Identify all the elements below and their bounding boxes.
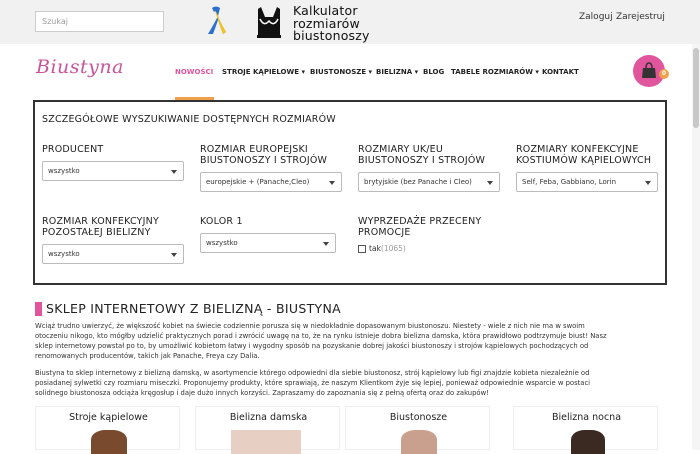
sale-checkbox-label[interactable]: tak(1065) xyxy=(369,244,406,253)
eu-size-label: ROZMIAR EUROPEJSKI BIUSTONOSZY I STROJÓW xyxy=(200,144,328,166)
nav-item-lingerie[interactable]: BIELIZNA ▾ xyxy=(376,68,419,76)
other-size-label: ROZMIAR KONFEKCYJNY POZOSTAŁEJ BIELIZNY xyxy=(42,216,159,238)
category-image xyxy=(91,430,127,454)
category-image xyxy=(231,430,301,454)
category-card-nightwear[interactable] xyxy=(513,406,658,450)
swim-size-select[interactable]: Self, Feba, Gabbiano, Lorin xyxy=(516,172,658,192)
category-card-swimwear[interactable] xyxy=(35,406,180,450)
chevron-down-icon xyxy=(645,181,651,185)
chevron-down-icon xyxy=(171,170,177,174)
cart-count-badge: 0 xyxy=(659,69,669,79)
chevron-down-icon xyxy=(171,253,177,257)
producer-select[interactable]: wszystko xyxy=(42,161,184,181)
category-card-title: Biustonosze xyxy=(389,412,448,423)
register-link[interactable]: Zarejestruj xyxy=(616,12,665,22)
category-card-bras[interactable] xyxy=(345,406,490,450)
chevron-down-icon xyxy=(329,181,335,185)
swim-size-label: ROZMIARY KONFEKCYJNE KOSTIUMÓW KĄPIELOWYCH xyxy=(516,144,652,166)
bra-calculator-icon[interactable] xyxy=(251,5,287,41)
category-image xyxy=(401,430,437,454)
eu-size-select[interactable]: europejskie + (Panache,Cleo) xyxy=(200,172,342,192)
nav-item-blog[interactable]: BLOG xyxy=(423,68,445,76)
nav-item-bras[interactable]: BIUSTONOSZE ▾ xyxy=(310,68,373,76)
ukraine-ribbon-icon xyxy=(206,6,226,36)
uk-size-label: ROZMIARY UK/EU BIUSTONOSZY I STROJÓW xyxy=(358,144,486,166)
section-accent-bar xyxy=(35,302,42,316)
intro-paragraph-2: Biustyna to sklep internetowy z bielizną damską, w asortymencie którego odpowiedni dla siebie biustonosz, strój kąpielowy lub figi znajdzie kobieta niezależnie od posiadanej sylwetki czy rozmiaru miseczki. Proponujemy produkty, które sprawiają, że naszym Klientkom żyje się lepiej, ponieważ odpowiednie wsparcie w postaci solidnego biustonosza odciąża kręgosłup i daje dużo innych korzyści. Zapraszamy do zapoznania się z pełną ofertą oraz do zakupów! xyxy=(35,369,591,397)
size-calculator-link[interactable]: Kalkulator rozmiarów biustonoszy xyxy=(293,3,370,43)
search-input[interactable]: Szukaj xyxy=(35,11,164,32)
chevron-down-icon xyxy=(487,181,493,185)
category-image xyxy=(571,430,605,454)
category-card-title: Bielizna damska xyxy=(229,412,308,423)
category-card-lingerie[interactable] xyxy=(195,406,340,450)
category-card-title: Bielizna nocna xyxy=(551,412,622,423)
intro-paragraph-1: Wciąż trudno uwierzyć, że większość kobiet na świecie codziennie porusza się w niedokładnie dopasowanym biustonoszu. Niestety - wiele z nich nie ma w swoim otoczeniu nikogo, kto mógłby udzielić praktycznych porad i zwrócić uwagę na to, że na rynku istnieje dobra bielizna damska, która prawidłowo podtrzymuje biust! Nasz sklep internetowy powstał po to, by umożliwić kobietom łatwy i wygodny sposób na pozyskanie dobrej jakości biustonoszy i strojów kąpielowych pochodzących od renomowanych producentów, takich jak Panache, Freya czy Dalia. xyxy=(35,322,607,360)
color-label: KOLOR 1 xyxy=(200,216,243,227)
nav-item-contact[interactable]: KONTAKT xyxy=(542,68,579,76)
login-link[interactable]: Zaloguj xyxy=(579,12,613,22)
size-search-title: SZCZEGÓŁOWE WYSZUKIWANIE DOSTĘPNYCH ROZMIARÓW xyxy=(42,114,336,125)
sale-label: WYPRZEDAŻE PRZECENY PROMOCJE xyxy=(358,216,482,238)
uk-size-select[interactable]: brytyjskie (bez Panache i Cleo) xyxy=(358,172,500,192)
color-select[interactable]: wszystko xyxy=(200,233,336,253)
chevron-down-icon xyxy=(323,242,329,246)
other-size-select[interactable]: wszystko xyxy=(42,244,184,264)
producer-label: PRODUCENT xyxy=(42,144,104,155)
sale-checkbox[interactable] xyxy=(358,245,366,253)
nav-item-new[interactable]: NOWOŚCI xyxy=(175,68,214,76)
nav-item-swimwear[interactable]: STROJE KĄPIELOWE ▾ xyxy=(222,68,305,76)
section-title: SKLEP INTERNETOWY Z BIELIZNĄ - BIUSTYNA xyxy=(46,301,341,316)
category-card-title: Stroje kąpielowe xyxy=(69,412,148,423)
nav-item-size-tables[interactable]: TABELE ROZMIARÓW ▾ xyxy=(451,68,539,76)
site-logo[interactable]: Biustyna xyxy=(36,56,124,78)
scrollbar-thumb[interactable] xyxy=(693,48,699,128)
